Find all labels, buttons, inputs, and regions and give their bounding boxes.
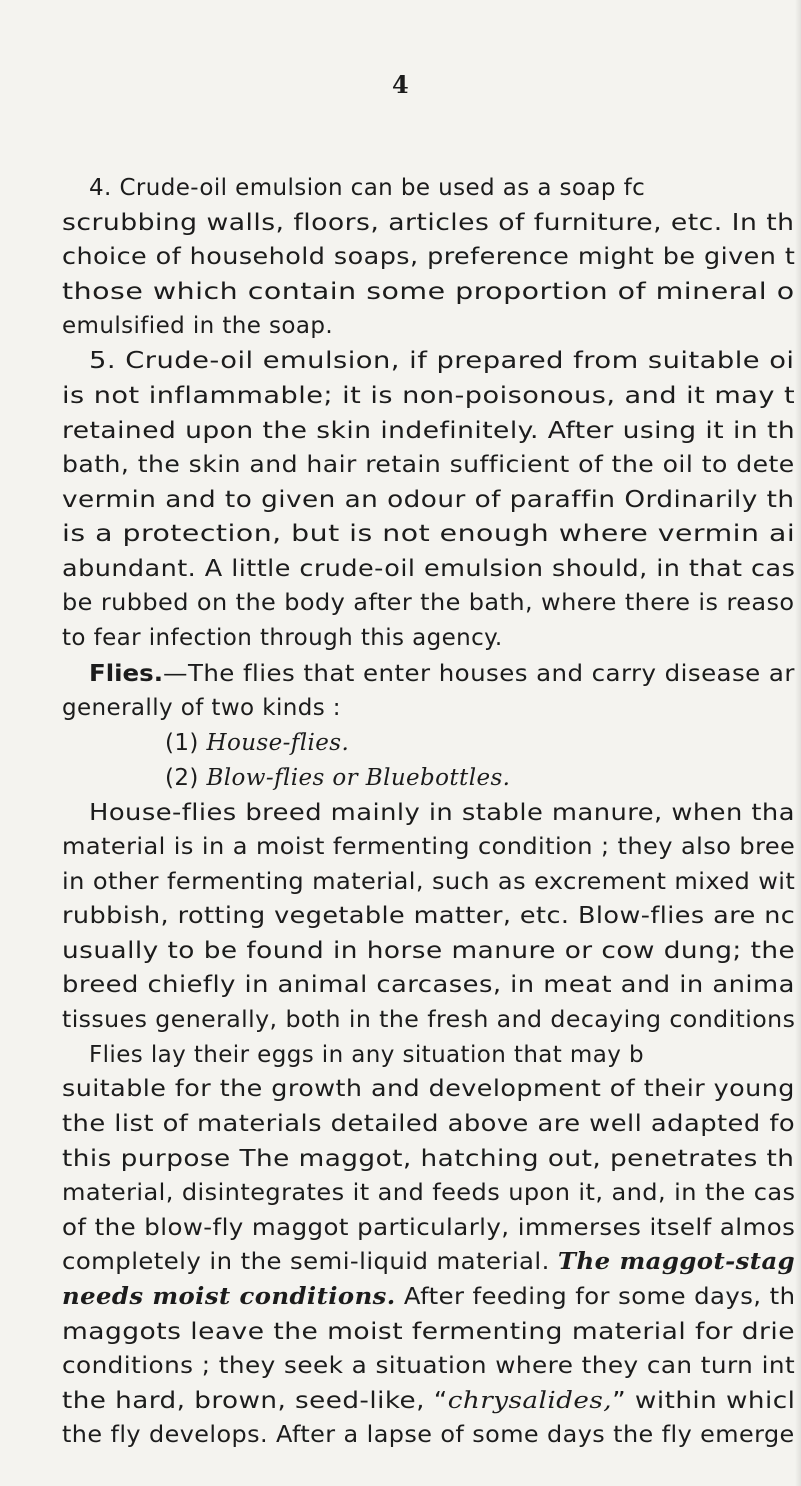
text-line (165, 728, 349, 758)
text-run: of the blow-fly maggot particularly, immerses itself almos (62, 1215, 796, 1241)
text-run: (1) (165, 730, 207, 756)
emphasis-text: The maggot-stag (557, 1248, 796, 1275)
text-run: suitable for the growth and development of their young (62, 1076, 795, 1102)
text-line (62, 1247, 795, 1277)
text-line (89, 798, 795, 828)
italic-text: Blow-flies or Bluebottles. (206, 765, 511, 791)
text-run: maggots leave the moist fermenting material for drie (62, 1319, 795, 1345)
text-run: ” within whicl (612, 1388, 796, 1414)
text-line (62, 1005, 795, 1035)
text-run: this purpose The maggot, hatching out, penetrates th (62, 1146, 795, 1172)
text-line (62, 623, 503, 653)
text-line (62, 1420, 795, 1450)
italic-text: chrysalides, (447, 1388, 613, 1414)
text-run: abundant. A little crude-oil emulsion should, in that cas (62, 556, 796, 582)
text-run: the fly develops. After a lapse of some days the fly emerge (62, 1422, 795, 1448)
text-line (165, 763, 510, 793)
page-number: 4 (392, 70, 409, 99)
text-run: rubbish, rotting vegetable matter, etc. Blow-flies are nc (62, 903, 796, 929)
text-line (62, 970, 795, 1000)
text-run: breed chiefly in animal carcases, in meat and in anima (62, 972, 795, 998)
text-run: be rubbed on the body after the bath, where there is reaso (62, 590, 795, 616)
text-run: those which contain some proportion of mineral o (62, 279, 795, 305)
text-run: is not inflammable; it is non-poisonous, and it may t (62, 383, 796, 409)
text-line (62, 450, 795, 480)
text-run: House-flies breed mainly in stable manure, when tha (89, 800, 795, 826)
text-line (62, 416, 795, 446)
text-run: bath, the skin and hair retain sufficient of the oil to dete (62, 452, 795, 478)
text-line (62, 554, 795, 584)
text-line (89, 173, 645, 203)
section-heading: Flies. (89, 661, 164, 687)
text-line (62, 1351, 795, 1381)
text-run: material, disintegrates it and feeds upon it, and, in the cas (62, 1180, 796, 1206)
text-line (62, 1317, 795, 1347)
text-line (89, 1040, 644, 1070)
text-run: in other fermenting material, such as excrement mixed wit (62, 869, 796, 895)
text-line (62, 693, 341, 723)
italic-text: House-flies. (206, 730, 350, 756)
text-run: Flies lay their eggs in any situation that may b (89, 1042, 644, 1068)
text-line (89, 346, 794, 376)
text-run: retained upon the skin indefinitely. After using it in th (62, 418, 796, 444)
text-run: (2) (165, 765, 207, 791)
text-run: tissues generally, both in the fresh and decaying conditions (62, 1007, 796, 1033)
text-run: conditions ; they seek a situation where they can turn int (62, 1353, 796, 1379)
text-run: usually to be found in horse manure or cow dung; the (62, 938, 796, 964)
text-line (62, 1386, 795, 1416)
text-run: After feeding for some days, th (395, 1284, 796, 1310)
text-run: the hard, brown, seed-like, “ (62, 1388, 448, 1414)
text-line (62, 1074, 795, 1104)
text-line (62, 485, 794, 515)
text-line (89, 659, 795, 689)
text-line (62, 242, 795, 272)
text-line (62, 1109, 795, 1139)
text-line (62, 936, 795, 966)
text-run: —The flies that enter houses and carry disease ar (163, 661, 795, 687)
text-line (62, 832, 795, 862)
text-run: vermin and to given an odour of paraffin Ordinarily th (62, 487, 795, 513)
text-line (62, 1213, 795, 1243)
text-line (62, 588, 794, 618)
text-run: 5. Crude-oil emulsion, if prepared from suitable oi (89, 348, 795, 374)
text-line (62, 867, 795, 897)
text-run: 4. Crude-oil emulsion can be used as a soap fc (89, 175, 646, 201)
text-line (62, 519, 795, 549)
text-run: to fear infection through this agency. (62, 625, 503, 651)
text-line (62, 381, 795, 411)
text-run: the list of materials detailed above are well adapted fo (62, 1111, 796, 1137)
text-run: emulsified in the soap. (62, 313, 334, 339)
text-run: scrubbing walls, floors, articles of furniture, etc. In th (62, 210, 795, 236)
text-line (62, 208, 794, 238)
text-run: choice of household soaps, preference might be given t (62, 244, 796, 270)
text-line (62, 901, 795, 931)
text-line (62, 1178, 795, 1208)
text-run: completely in the semi-liquid material. (62, 1249, 558, 1275)
text-run: generally of two kinds : (62, 695, 341, 721)
text-run: material is in a moist fermenting condition ; they also bree (62, 834, 796, 860)
page-edge-shadow (795, 0, 801, 1486)
text-line (62, 311, 333, 341)
emphasis-text: needs moist conditions. (62, 1283, 396, 1310)
text-run: is a protection, but is not enough where vermin ai (62, 521, 796, 547)
text-line (62, 1144, 794, 1174)
text-line (62, 1282, 795, 1312)
text-line (62, 277, 795, 307)
